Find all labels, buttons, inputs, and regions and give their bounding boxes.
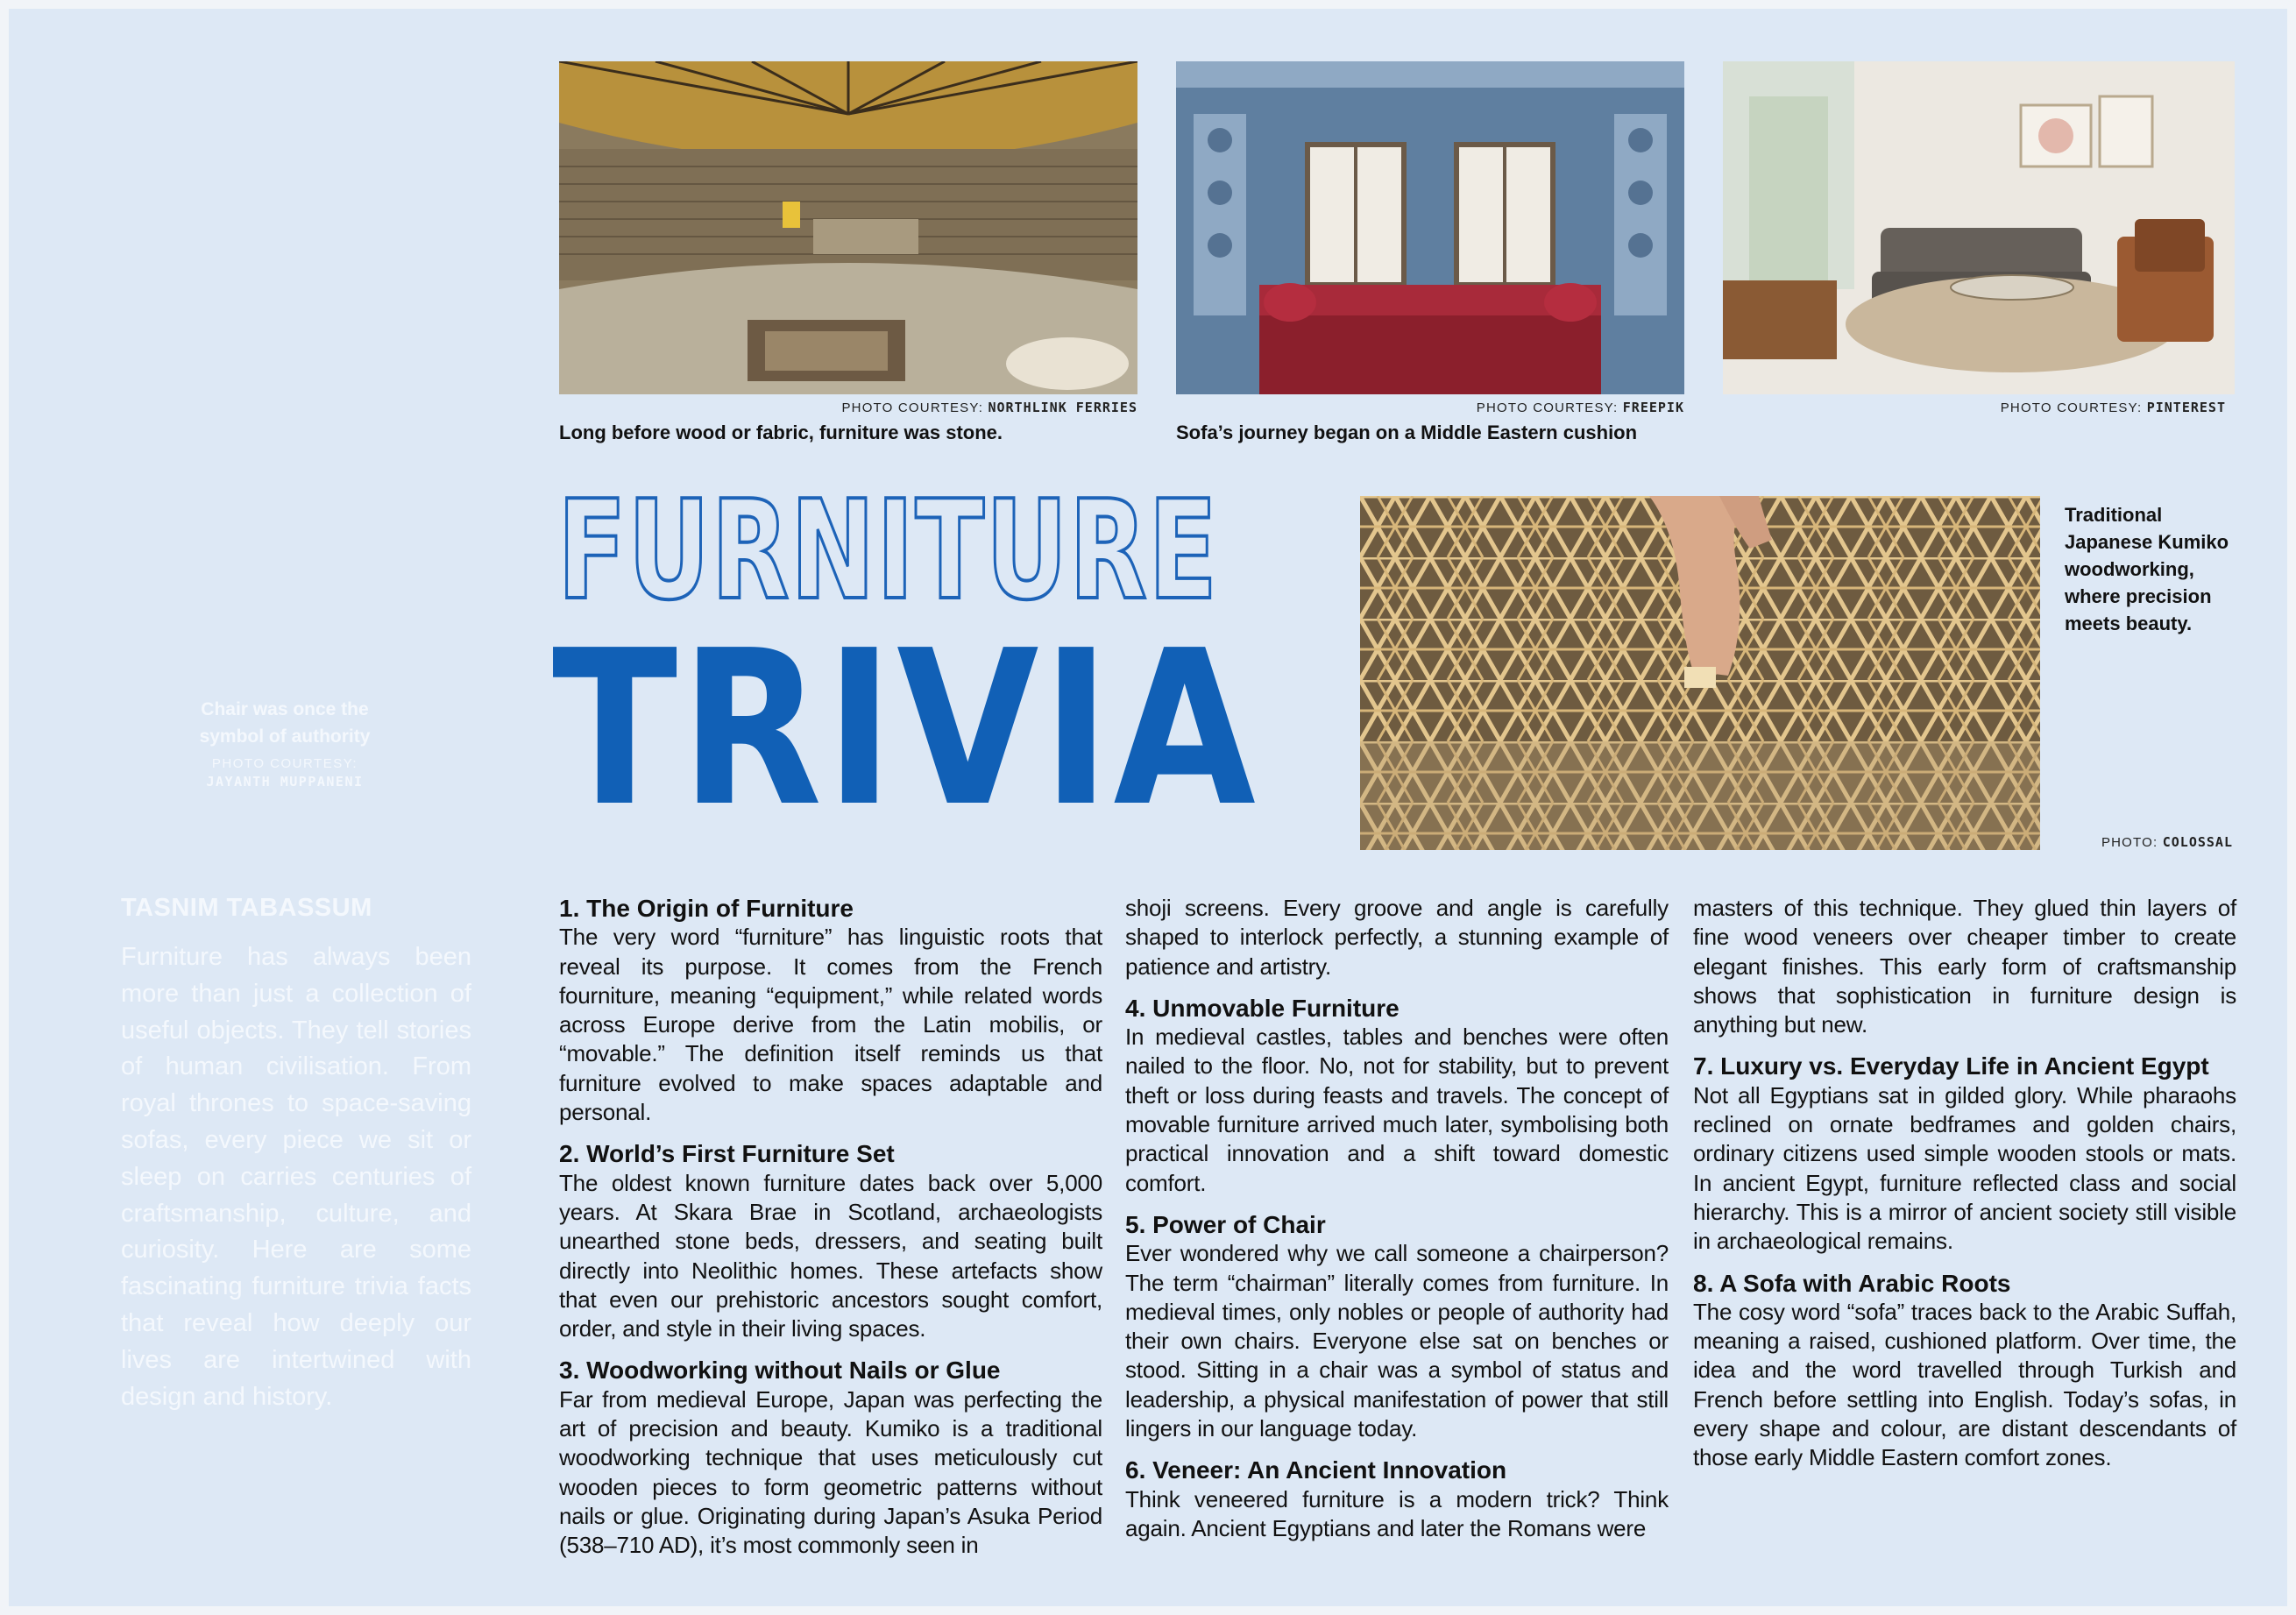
credit-prefix: PHOTO COURTESY: (841, 400, 989, 415)
credit-prefix: PHOTO COURTESY: (2000, 400, 2147, 415)
credit-prefix: PHOTO: (2101, 835, 2163, 850)
credit-source: NORTHLINK FERRIES (988, 400, 1137, 415)
trivia-heading: 8. A Sofa with Arabic Roots (1693, 1269, 2011, 1297)
trivia-paragraph: The oldest known furniture dates back over 5,000 years. At Skara Brae in Scotland, archaeologists unearthed stone beds, dressers, and seating built directly into Neolithic homes. These artefacts show that even our prehistoric ancestors sought comfort, order, and style in their living spaces. (559, 1169, 1102, 1342)
credit-prefix: PHOTO COURTESY: (211, 756, 358, 771)
photo-caption: Long before wood or fabric, furniture was stone. (559, 421, 1003, 443)
kumiko-photo (1360, 496, 2040, 850)
article-column-3 (1693, 894, 2236, 1473)
trivia-paragraph: masters of this technique. They glued thin layers of fine wood veneers over cheaper timber to create elegant finishes. This early form of craftsmanship shows that sophistication in furniture design is anything but new. (1693, 895, 2236, 1038)
trivia-heading: 1. The Origin of Furniture (559, 895, 854, 922)
credit-prefix: PHOTO COURTESY: (1476, 400, 1623, 415)
photo-caption: Sofa’s journey began on a Middle Eastern cushion (1176, 421, 1638, 443)
intro-paragraph: Furniture has always been more than just a collection of useful objects. They tell stories of human civilisation. From royal thrones to space-saving sofas, every piece we sit or sleep on carries centuries of craftsmanship, culture, and curiosity. Here are some fascinating furniture trivia facts that reveal how deeply our lives are intertwined with design and history. (121, 943, 471, 1411)
trivia-heading: 6. Veneer: An Ancient Innovation (1125, 1456, 1507, 1484)
credit-source: FREEPIK (1622, 400, 1684, 415)
trivia-heading: 2. World’s First Furniture Set (559, 1140, 895, 1168)
trivia-paragraph: In medieval castles, tables and benches were often nailed to the floor. No, not for stability, but to prevent theft or loss during feasts and travels. The concept of movable furniture arrived much later, symbolising both practical innovation and a shift toward domestic comfort. (1125, 1024, 1669, 1196)
trivia-paragraph: The cosy word “sofa” traces back to the Arabic Suffah, meaning a raised, cushioned platform. Over time, the idea and the word travelled through Turkish and French before settling into English. Today’s sofas, in every shape and colour, are distant descendants of those early Middle Eastern comfort zones. (1693, 1298, 2236, 1471)
trivia-paragraph: shoji screens. Every groove and angle is carefully shaped to interlock perfectly, a stunning example of patience and artistry. (1125, 895, 1669, 980)
article-column-1 (559, 894, 1102, 1561)
chair-photo-credit (167, 755, 403, 791)
trivia-paragraph: The very word “furniture” has linguistic roots that reveal its purpose. It comes from the French fourniture, meaning “equipment,” while related words across Europe derive from the Latin mobilis, or “movable.” The definition itself reminds us that furniture evolved to make spaces adaptable and personal. (559, 924, 1102, 1126)
headline-trivia: TRIVIA (552, 605, 1259, 854)
living-room-photo (1723, 61, 2235, 394)
credit-source: COLOSSAL (2162, 834, 2233, 850)
chair-photo-caption: Chair was once the symbol of authority (199, 699, 371, 747)
credit-source: PINTEREST (2146, 400, 2226, 415)
author-byline: TASNIM TABASSUM (121, 894, 372, 922)
trivia-heading: 4. Unmovable Furniture (1125, 994, 1400, 1022)
photo-credit (841, 400, 1137, 415)
trivia-paragraph: Think veneered furniture is a modern trick? Think again. Ancient Egyptians and later the Romans were (1125, 1485, 1669, 1541)
trivia-heading: 3. Woodworking without Nails or Glue (559, 1356, 1001, 1385)
headline-furniture: FURNITURE (557, 471, 1219, 630)
magazine-page (9, 9, 2287, 1606)
skara-brae-photo (559, 61, 1137, 394)
photo-credit (2101, 834, 2233, 850)
trivia-paragraph: Ever wondered why we call someone a chairperson? The term “chairman” literally comes from furniture. In medieval times, only nobles or people of authority had their own chairs. Everyone else sat on benches or stood. Sitting in a chair was a symbol of status and leadership, a physical manifestation of power that still lingers in our language today. (1125, 1240, 1669, 1442)
ottoman-room-photo (1176, 61, 1684, 394)
kumiko-caption: Traditional Japanese Kumiko woodworking, where precision meets beauty. (2065, 504, 2229, 634)
trivia-heading: 5. Power of Chair (1125, 1210, 1326, 1238)
trivia-paragraph: Far from medieval Europe, Japan was perfecting the art of precision and beauty. Kumiko is a traditional woodworking technique that uses meticulously cut wooden pieces to form geometric patterns without nails or glue. Originating during Japan’s Asuka Period (538–710 AD), it’s most commonly seen in (559, 1385, 1102, 1559)
trivia-paragraph: Not all Egyptians sat in gilded glory. While pharaohs reclined on ornate bedframes and golden chairs, ordinary citizens used simple wooden stools or mats. In ancient Egypt, furniture reflected class and social hierarchy. This is a mirror of ancient society still visible in archaeological remains. (1693, 1081, 2236, 1255)
trivia-heading: 7. Luxury vs. Everyday Life in Ancient Egypt (1693, 1052, 2209, 1080)
credit-source: JAYANTH MUPPANENI (206, 774, 364, 790)
article-column-2 (1125, 894, 1669, 1543)
photo-credit (2001, 400, 2226, 415)
photo-credit (1477, 400, 1684, 415)
